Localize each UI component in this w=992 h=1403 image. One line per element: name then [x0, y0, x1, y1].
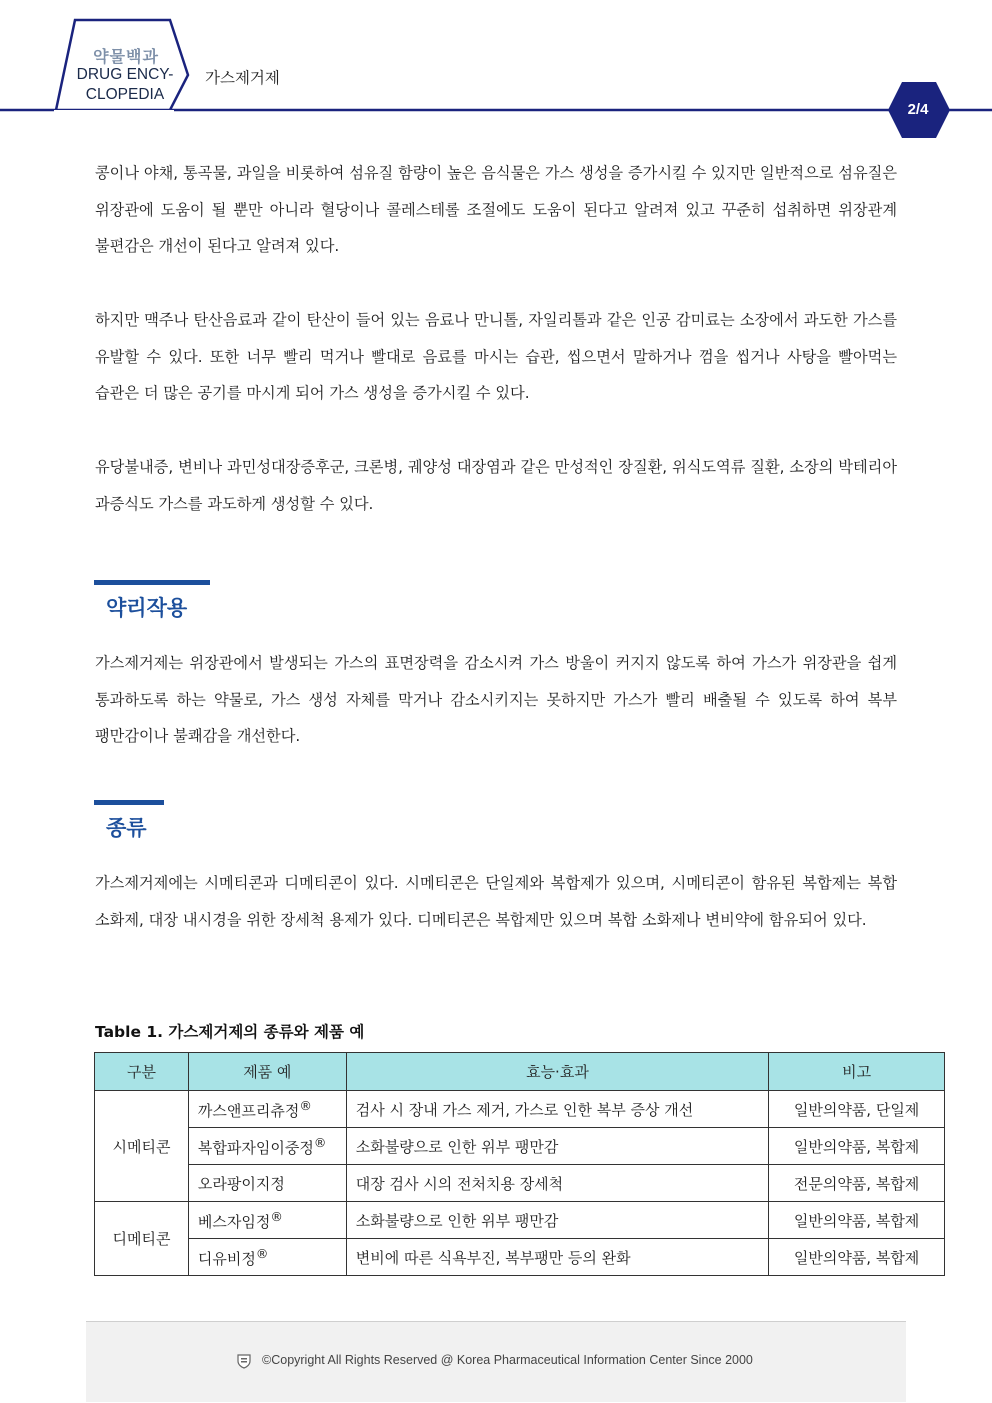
- note-cell: 일반의약품, 단일제: [769, 1091, 945, 1128]
- logo-english-line2: CLOPEDIA: [85, 86, 165, 103]
- mechanism-paragraph: 가스제거제는 위장관에서 발생되는 가스의 표면장력을 감소시켜 가스 방울이 커지지 않도록 하여 가스가 위장관을 쉽게 통과하도록 하는 약물로, 가스 생성 자체를 막거나 감소시키지는 못하지만 가스가 빨리 배출될 수 있도록 하여 복부 팽만감이나 불쾌감을 개선한다.: [95, 654, 897, 745]
- registered-mark: ®: [299, 1097, 312, 1113]
- section-title-types: 종류: [106, 816, 147, 840]
- effect-cell: 검사 시 장내 가스 제거, 가스로 인한 복부 증상 개선: [346, 1091, 768, 1128]
- effect-cell: 소화불량으로 인한 위부 팽만감: [346, 1202, 768, 1239]
- effect-cell: 소화불량으로 인한 위부 팽만감: [346, 1128, 768, 1165]
- note-cell: 일반의약품, 복합제: [769, 1128, 945, 1165]
- product-cell: 오라팡이지정: [188, 1165, 346, 1202]
- product-cell: 디유비정®: [188, 1239, 346, 1276]
- table-caption: Table 1. 가스제거제의 종류와 제품 예: [95, 1023, 365, 1041]
- product-cell: 베스자임정®: [188, 1202, 346, 1239]
- header-category: 구분: [95, 1053, 189, 1091]
- document-title: 가스제거제: [205, 69, 280, 87]
- note-cell: 일반의약품, 복합제: [769, 1202, 945, 1239]
- drug-types-table: [94, 1052, 945, 1276]
- intro-paragraph-2: 하지만 맥주나 탄산음료과 같이 탄산이 들어 있는 음료나 만니톨, 자일리톨과 같은 인공 감미료는 소장에서 과도한 가스를 유발할 수 있다. 또한 너무 빨리 먹거나 빨대로 음료를 마시는 습관, 씹으면서 말하거나 껌을 씹거나 사탕을 빨아먹는 습관은 더 많은 공기를 마시게 되어 가스 생성을 증가시킬 수 있다.: [95, 311, 897, 402]
- table-row: [95, 1091, 945, 1128]
- section-bar-types: [94, 800, 164, 805]
- registered-mark: ®: [270, 1208, 283, 1224]
- note-cell: 일반의약품, 복합제: [769, 1239, 945, 1276]
- effect-cell: 대장 검사 시의 전처치용 장세척: [346, 1165, 768, 1202]
- logo-korean: 약물백과: [93, 47, 159, 66]
- table-row: [95, 1239, 945, 1276]
- product-cell: 복합파자임이중정®: [188, 1128, 346, 1165]
- intro-paragraph-3: 유당불내증, 변비나 과민성대장증후군, 크론병, 궤양성 대장염과 같은 만성적인 장질환, 위식도역류 질환, 소장의 박테리아 과증식도 가스를 과도하게 생성할 수 있다.: [95, 458, 897, 513]
- header-product: 제품 예: [188, 1053, 346, 1091]
- table-row: [95, 1165, 945, 1202]
- section-bar-mechanism: [94, 580, 210, 585]
- section-title-mechanism: 약리작용: [106, 596, 188, 620]
- intro-paragraph-1: 콩이나 야채, 통곡물, 과일을 비롯하여 섬유질 함량이 높은 음식물은 가스 생성을 증가시킬 수 있지만 일반적으로 섬유질은 위장관에 도움이 될 뿐만 아니라 혈당이나 콜레스테롤 조절에도 도움이 된다고 알려져 있고 꾸준히 섭취하면 위장관계 불편감은 개선이 된다고 알려져 있다.: [95, 164, 897, 255]
- group-simethicone: 시메티콘: [95, 1091, 189, 1202]
- registered-mark: ®: [255, 1245, 269, 1261]
- table-header-row: [95, 1053, 945, 1091]
- page-indicator: 2/4: [907, 101, 929, 118]
- header-effect: 효능·효과: [346, 1053, 768, 1091]
- shield-icon: [236, 1353, 252, 1369]
- logo-english-line1: DRUG ENCY-: [76, 66, 174, 83]
- header-note: 비고: [769, 1053, 945, 1091]
- table-row: [95, 1128, 945, 1165]
- product-cell: 까스앤프리츄정®: [188, 1091, 346, 1128]
- registered-mark: ®: [313, 1134, 327, 1150]
- effect-cell: 변비에 따른 식욕부진, 복부팽만 등의 완화: [346, 1239, 768, 1276]
- table-row: [95, 1202, 945, 1239]
- group-dimethicone: 디메티콘: [95, 1202, 189, 1276]
- footer-copyright: ©Copyright All Rights Reserved @ Korea Pharmaceutical Information Center Since 2000: [262, 1353, 753, 1367]
- note-cell: 전문의약품, 복합제: [769, 1165, 945, 1202]
- types-paragraph: 가스제거제에는 시메티콘과 디메티콘이 있다. 시메티콘은 단일제와 복합제가 있으며, 시메티콘이 함유된 복합제는 복합 소화제, 대장 내시경을 위한 장세척 용제가 있다. 디메티콘은 복합제만 있으며 복합 소화제나 변비약에 함유되어 있다.: [95, 874, 897, 929]
